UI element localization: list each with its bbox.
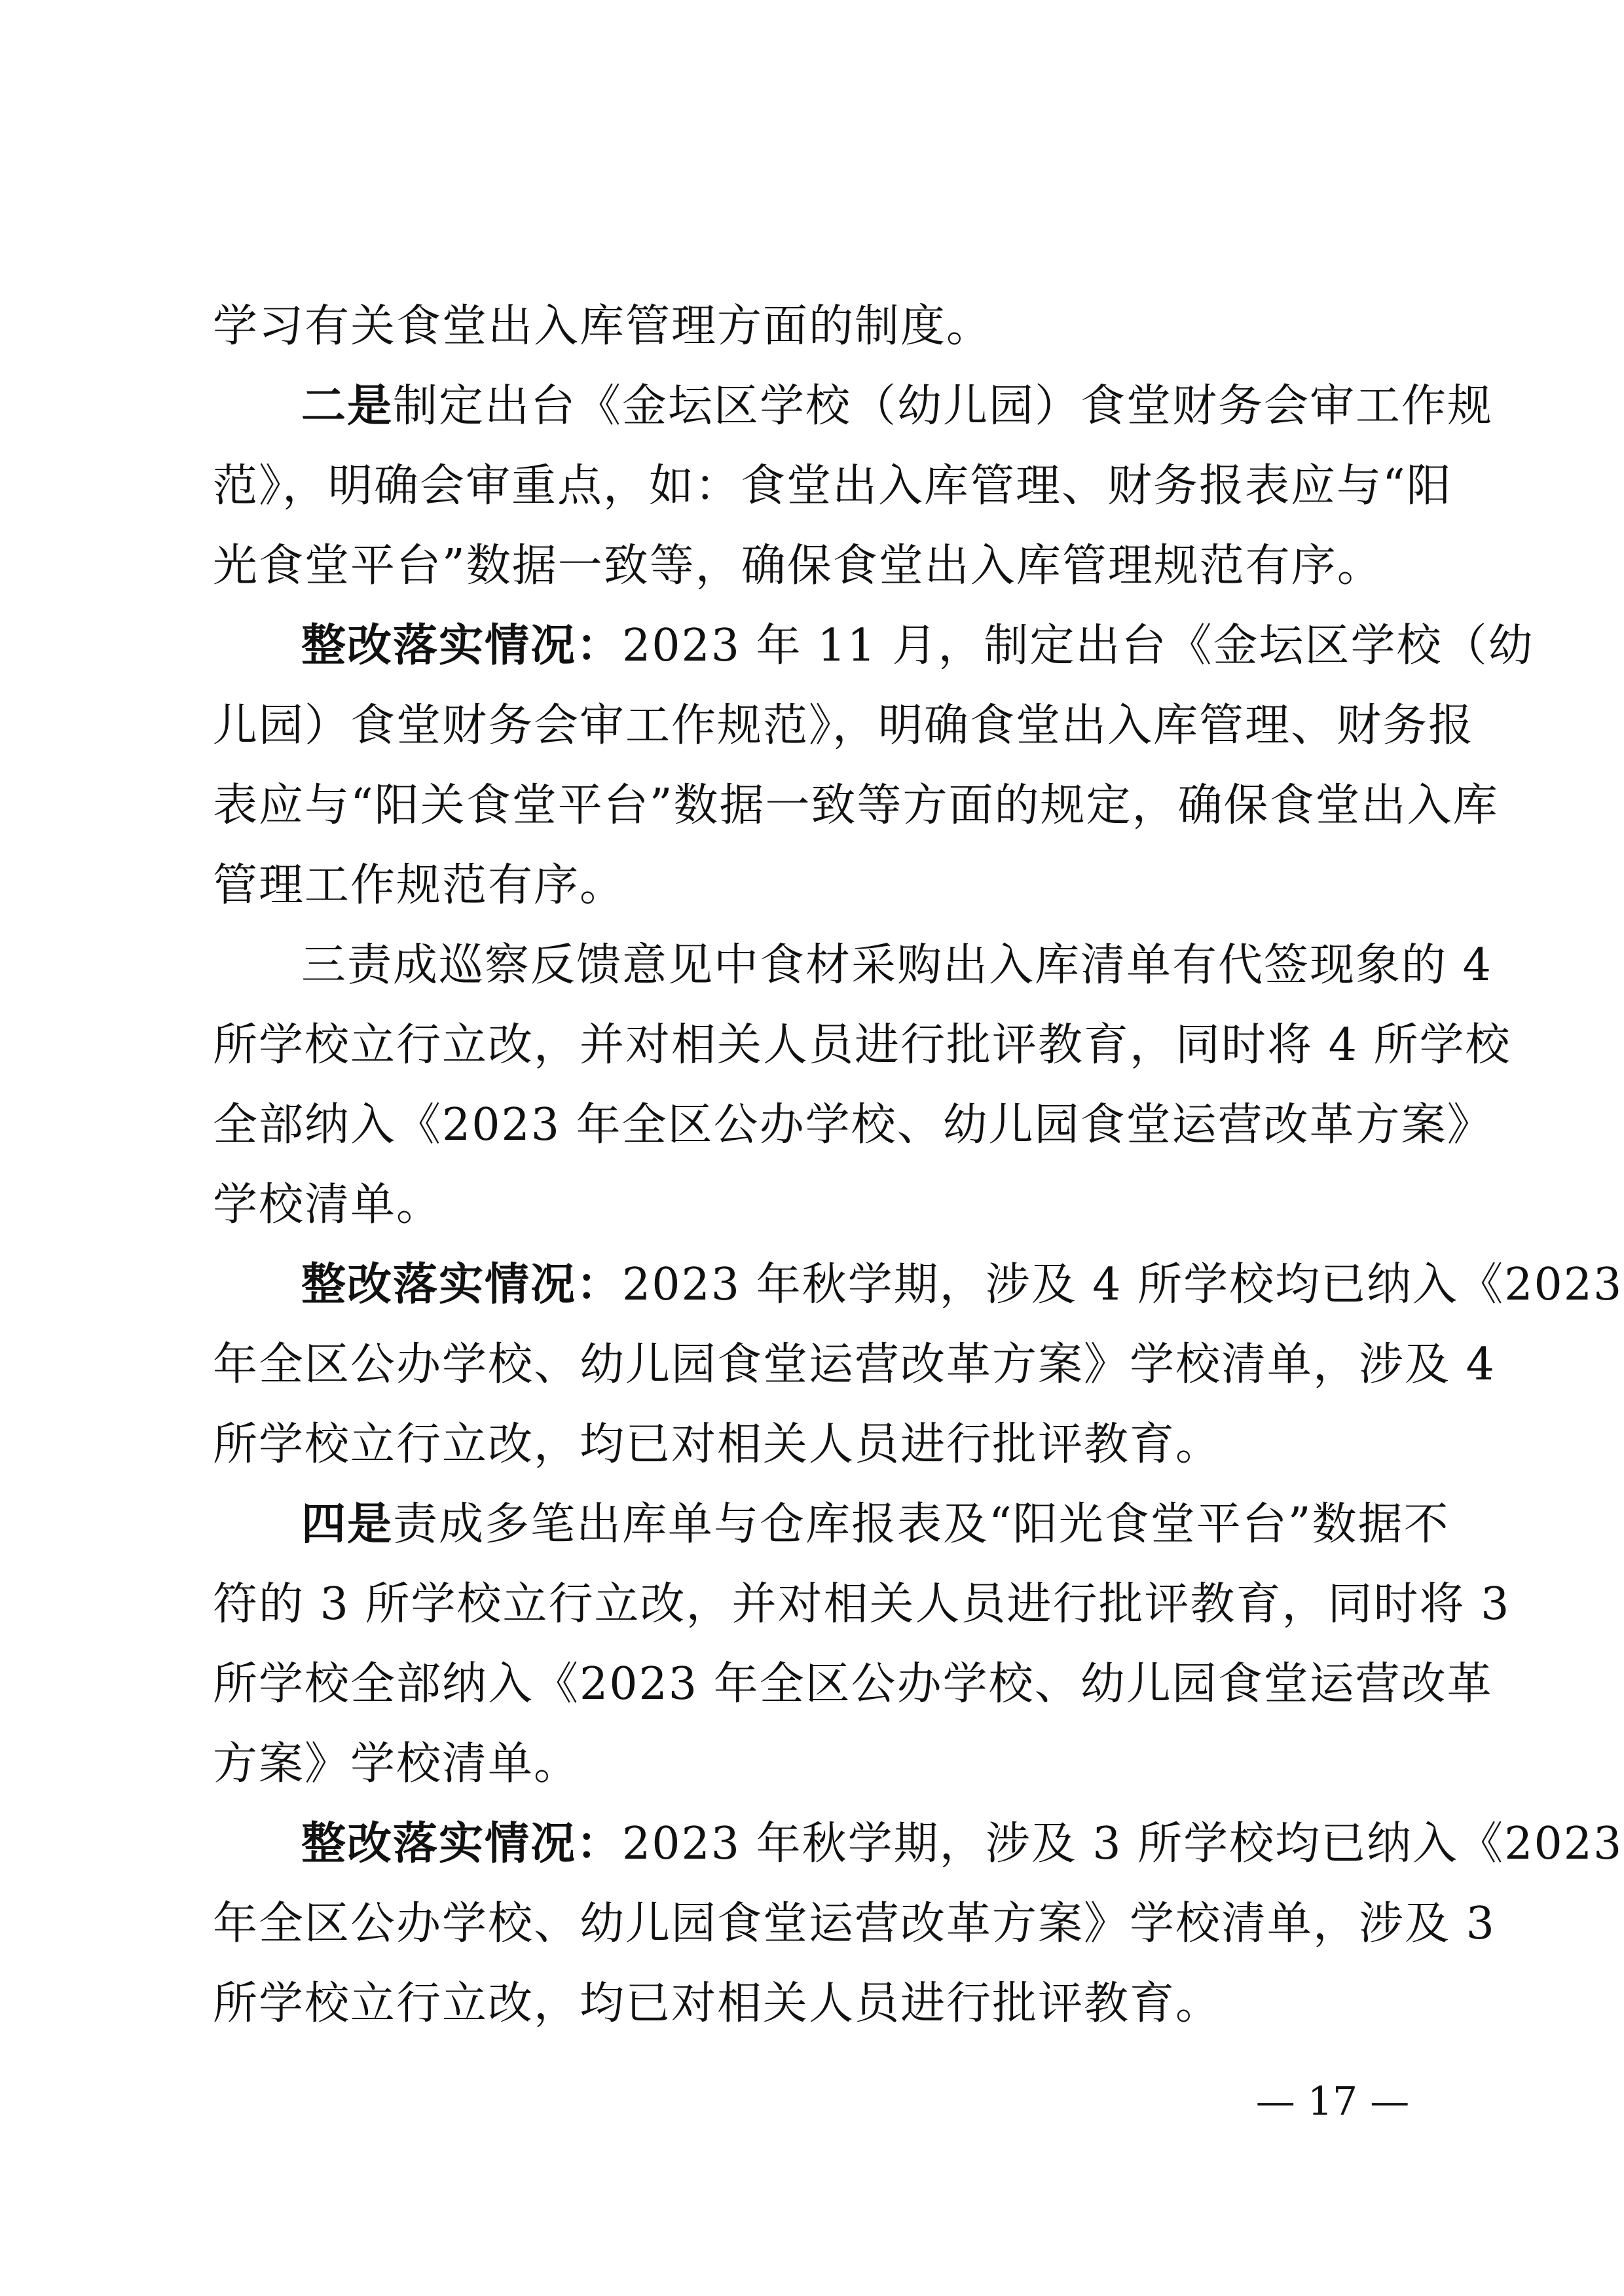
paragraph-text: 范》，明确会审重点，如：食堂出入库管理、财务报表应与“阳	[213, 460, 1452, 512]
paragraph-lead: 整改落实情况：	[301, 1817, 623, 1870]
paragraph-text: 2023 年 11 月，制定出台《金坛区学校（幼	[622, 620, 1534, 672]
paragraph-line	[213, 1006, 1511, 1084]
paragraph-text: 所学校立行立改，均已对相关人员进行批评教育。	[213, 1978, 1222, 2030]
paragraph-text: 2023 年秋学期，涉及 3 所学校均已纳入《2023	[622, 1818, 1623, 1870]
paragraph-text: 学校清单。	[213, 1179, 443, 1231]
paragraph-text: 年全区公办学校、幼儿园食堂运营改革方案》学校清单，涉及 3	[213, 1898, 1496, 1950]
paragraph-line	[213, 1565, 1511, 1643]
paragraph-line	[213, 846, 1411, 924]
paragraph-line	[213, 526, 1411, 605]
paragraph-text: 学习有关食堂出入库管理方面的制度。	[213, 301, 993, 352]
paragraph-text: 所学校立行立改，并对相关人员进行批评教育，同时将 4 所学校	[213, 1019, 1511, 1071]
paragraph-text: 年全区公办学校、幼儿园食堂运营改革方案》学校清单，涉及 4	[213, 1339, 1496, 1391]
paragraph-line	[301, 1804, 1623, 1883]
paragraph-line	[213, 1085, 1493, 1164]
paragraph-line	[213, 287, 1411, 365]
paragraph-text: 全部纳入《2023 年全区公办学校、幼儿园食堂运营改革方案》	[213, 1099, 1493, 1151]
paragraph-text: 儿园）食堂财务会审工作规范》，明确食堂出入库管理、财务报	[213, 700, 1475, 752]
paragraph-line	[213, 1405, 1411, 1484]
paragraph-text: 符的 3 所学校立行立改，并对相关人员进行批评教育，同时将 3	[213, 1578, 1511, 1630]
paragraph-text: 制定出台《金坛区学校（幼儿园）食堂财务会审工作规	[393, 380, 1494, 432]
paragraph-text: 表应与“阳关食堂平台”数据一致等方面的规定，确保食堂出入库	[213, 780, 1499, 831]
paragraph-line	[213, 1645, 1493, 1723]
paragraph-text: 2023 年秋学期，涉及 4 所学校均已纳入《2023	[622, 1259, 1623, 1311]
paragraph-lead: 整改落实情况：	[301, 1258, 623, 1311]
paragraph-line	[213, 1884, 1496, 1963]
paragraph-line	[301, 606, 1534, 685]
paragraph-line	[213, 686, 1475, 765]
paragraph-line	[213, 1724, 1411, 1803]
paragraph-line	[301, 926, 1492, 1004]
paragraph-lead: 二是	[301, 380, 394, 432]
paragraph-text: 方案》学校清单。	[213, 1738, 580, 1790]
paragraph-lead: 整改落实情况：	[301, 619, 623, 672]
paragraph-line	[213, 1964, 1411, 2043]
paragraph-line	[213, 1165, 1411, 1244]
paragraph-line	[213, 446, 1452, 525]
paragraph-text: 所学校立行立改，均已对相关人员进行批评教育。	[213, 1419, 1222, 1470]
paragraph-text: 光食堂平台”数据一致等，确保食堂出入库管理规范有序。	[213, 540, 1383, 592]
paragraph-line	[213, 766, 1499, 845]
paragraph-text: 责成多笔出库单与仓库报表及“阳光食堂平台”数据不	[393, 1499, 1450, 1550]
paragraph-line	[301, 1485, 1450, 1563]
paragraph-line	[301, 1245, 1623, 1324]
paragraph-text: 三责成巡察反馈意见中食材采购出入库清单有代签现象的 4	[301, 939, 1492, 991]
paragraph-text: 管理工作规范有序。	[213, 860, 626, 911]
paragraph-line	[213, 1325, 1496, 1404]
page-number: — 17 —	[1255, 2079, 1410, 2124]
paragraph-line	[301, 367, 1494, 445]
paragraph-lead: 四是	[301, 1498, 394, 1550]
paragraph-text: 所学校全部纳入《2023 年全区公办学校、幼儿园食堂运营改革	[213, 1658, 1493, 1710]
